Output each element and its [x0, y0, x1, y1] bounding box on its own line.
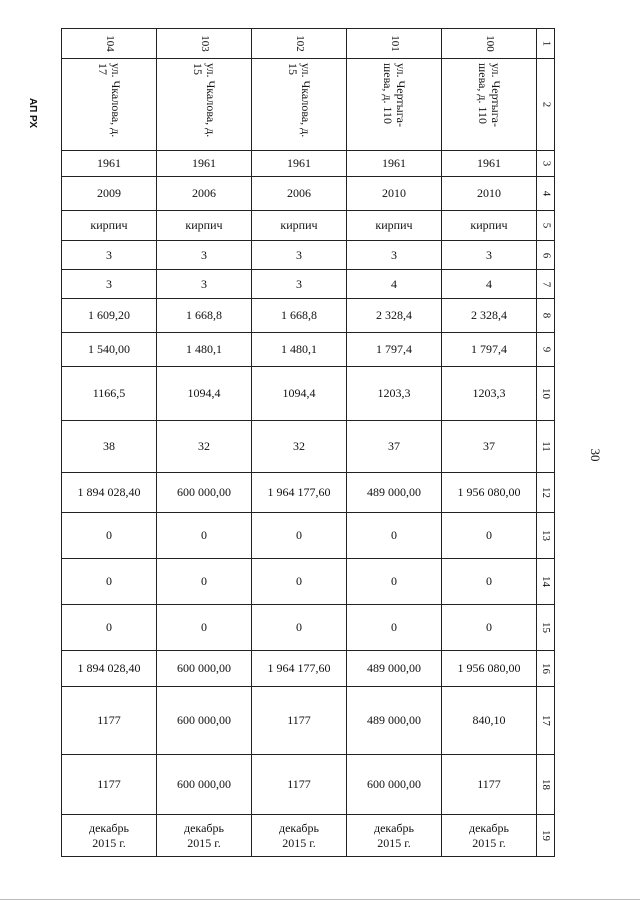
value-text: 0	[106, 574, 112, 588]
value-cell	[252, 513, 347, 559]
value-text: 1 480,1	[281, 342, 317, 356]
value-cell	[442, 211, 537, 241]
table-row	[62, 211, 555, 241]
table-row	[62, 59, 555, 151]
value-text: 489 000,00	[367, 713, 421, 727]
address-cell	[442, 59, 537, 151]
value-cell	[252, 211, 347, 241]
page-bottom-edge	[0, 899, 640, 900]
object-id-cell	[252, 29, 347, 59]
value-text: 0	[106, 620, 112, 634]
value-text: кирпич	[375, 218, 413, 232]
value-text: 0	[391, 574, 397, 588]
table-row	[62, 605, 555, 651]
value-text: 1 894 028,40	[77, 485, 141, 499]
value-text: 0	[391, 620, 397, 634]
value-cell	[442, 241, 537, 270]
value-cell	[157, 473, 252, 513]
value-cell	[62, 513, 157, 559]
table-row	[62, 559, 555, 605]
object-id-cell	[62, 29, 157, 59]
row-number-cell	[537, 367, 555, 421]
row-number-cell	[537, 755, 555, 815]
value-cell	[157, 333, 252, 367]
row-number: 7	[540, 281, 552, 287]
object-id-cell	[442, 29, 537, 59]
value-text: 0	[201, 528, 207, 542]
value-text: 1 797,4	[376, 342, 412, 356]
row-number: 3	[540, 160, 552, 167]
value-text: кирпич	[470, 218, 508, 232]
value-text: 3	[201, 276, 207, 291]
value-cell	[157, 241, 252, 270]
value-cell	[442, 421, 537, 473]
value-text: 1 540,00	[88, 342, 130, 356]
value-text: 1166,5	[92, 386, 126, 400]
row-number-cell	[537, 299, 555, 333]
value-cell	[62, 333, 157, 367]
value-cell	[442, 151, 537, 177]
value-cell	[157, 559, 252, 605]
row-number: 6	[540, 252, 552, 258]
value-text: 600 000,00	[177, 777, 231, 791]
value-cell	[347, 211, 442, 241]
value-text: 0	[106, 528, 112, 542]
value-text: 32	[198, 439, 210, 453]
value-text: декабрь 2015 г.	[469, 820, 509, 850]
value-cell	[347, 177, 442, 211]
row-number: 14	[540, 576, 552, 587]
value-text: 1 956 080,00	[457, 485, 521, 499]
row-number-cell	[537, 651, 555, 687]
table-row	[62, 299, 555, 333]
address-cell	[347, 59, 442, 151]
value-text: 0	[201, 574, 207, 588]
value-text: 600 000,00	[177, 485, 231, 499]
row-number-cell	[537, 241, 555, 270]
value-cell	[157, 687, 252, 755]
address-text: ул. Чкалова, д. 15	[191, 63, 218, 138]
value-cell	[62, 177, 157, 211]
value-cell	[62, 299, 157, 333]
value-text: 0	[296, 620, 302, 634]
value-text: 0	[486, 620, 492, 634]
object-id: 103	[198, 35, 211, 52]
row-number: 16	[540, 663, 552, 674]
row-number: 18	[540, 779, 552, 790]
value-text: декабрь 2015 г.	[184, 820, 224, 850]
value-cell	[252, 559, 347, 605]
value-text: 3	[296, 247, 302, 262]
value-cell	[442, 755, 537, 815]
row-number: 17	[540, 715, 552, 726]
row-number-cell	[537, 513, 555, 559]
row-number: 1	[540, 40, 552, 47]
value-text: 489 000,00	[367, 661, 421, 675]
value-text: 1177	[97, 777, 121, 791]
value-text: 1 956 080,00	[457, 661, 521, 675]
object-id: 100	[483, 35, 496, 52]
table-row	[62, 151, 555, 177]
table-row	[62, 367, 555, 421]
row-number: 5	[540, 222, 552, 229]
value-cell	[62, 367, 157, 421]
value-text: 489 000,00	[367, 485, 421, 499]
table-row	[62, 755, 555, 815]
table-row	[62, 270, 555, 299]
value-cell	[442, 299, 537, 333]
row-number: 12	[540, 487, 552, 498]
value-cell	[157, 651, 252, 687]
value-cell	[347, 270, 442, 299]
value-text: 1177	[97, 713, 121, 727]
value-cell	[62, 651, 157, 687]
value-cell	[347, 241, 442, 270]
table-row	[62, 815, 555, 857]
address-text: ул. Чертыга-шева, д. 110	[476, 63, 503, 127]
value-cell	[157, 270, 252, 299]
value-cell	[347, 299, 442, 333]
value-text: 600 000,00	[367, 777, 421, 791]
object-id-cell	[347, 29, 442, 59]
value-text: 2006	[192, 186, 216, 200]
value-text: 1203,3	[472, 386, 506, 400]
value-text: 4	[486, 276, 492, 291]
value-cell	[62, 270, 157, 299]
row-number-cell	[537, 815, 555, 857]
value-cell	[62, 211, 157, 241]
row-number-cell	[537, 211, 555, 241]
value-cell	[157, 815, 252, 857]
value-text: 3	[106, 247, 112, 262]
row-number-cell	[537, 559, 555, 605]
row-number: 19	[540, 830, 552, 841]
value-text: 32	[293, 439, 305, 453]
table-row	[62, 687, 555, 755]
row-number-cell	[537, 59, 555, 151]
row-number-cell	[537, 270, 555, 299]
address-text: ул. Чкалова, д. 15	[286, 63, 313, 138]
row-number: 10	[540, 388, 552, 399]
row-number-cell	[537, 421, 555, 473]
value-text: 2 328,4	[376, 308, 412, 322]
value-cell	[252, 367, 347, 421]
value-cell	[252, 299, 347, 333]
value-cell	[347, 651, 442, 687]
value-cell	[442, 815, 537, 857]
register-table	[61, 28, 555, 857]
value-text: 2009	[97, 186, 121, 200]
table-row	[62, 241, 555, 270]
row-number-cell	[537, 687, 555, 755]
value-text: 0	[201, 620, 207, 634]
row-number-cell	[537, 151, 555, 177]
object-id: 104	[103, 35, 116, 52]
row-number-cell	[537, 605, 555, 651]
value-cell	[347, 605, 442, 651]
value-cell	[252, 651, 347, 687]
value-text: кирпич	[280, 218, 318, 232]
value-text: 0	[391, 528, 397, 542]
address-text: ул. Чертыга-шева, д. 110	[381, 63, 408, 127]
value-text: 4	[391, 276, 397, 291]
value-cell	[62, 473, 157, 513]
address-text: ул. Чкалова, д. 17	[96, 63, 123, 138]
row-number: 8	[540, 312, 552, 319]
value-text: 3	[486, 247, 492, 262]
value-cell	[252, 151, 347, 177]
value-cell	[347, 559, 442, 605]
table-row	[62, 177, 555, 211]
page-number: 30	[588, 448, 603, 462]
value-text: 600 000,00	[177, 713, 231, 727]
value-text: 1961	[382, 156, 406, 170]
value-text: 1177	[287, 713, 311, 727]
value-cell	[347, 151, 442, 177]
value-text: 1094,4	[187, 386, 221, 400]
table-row	[62, 473, 555, 513]
value-text: 1 668,8	[186, 308, 222, 322]
row-number: 13	[540, 530, 552, 541]
row-number-cell	[537, 177, 555, 211]
value-text: 600 000,00	[177, 661, 231, 675]
value-text: 3	[106, 276, 112, 291]
value-text: 1961	[97, 156, 121, 170]
object-id: 101	[388, 35, 401, 52]
value-cell	[442, 270, 537, 299]
row-number-cell	[537, 473, 555, 513]
value-cell	[347, 421, 442, 473]
value-text: 3	[296, 276, 302, 291]
value-text: 1 894 028,40	[77, 661, 141, 675]
value-text: 1 668,8	[281, 308, 317, 322]
value-cell	[442, 367, 537, 421]
value-cell	[252, 815, 347, 857]
value-text: 1 480,1	[186, 342, 222, 356]
table-row	[62, 333, 555, 367]
value-cell	[252, 177, 347, 211]
table-row	[62, 513, 555, 559]
value-text: 3	[201, 247, 207, 262]
value-text: 37	[388, 439, 400, 453]
address-cell	[62, 59, 157, 151]
value-text: 1 797,4	[471, 342, 507, 356]
value-text: декабрь 2015 г.	[89, 820, 129, 850]
value-cell	[62, 605, 157, 651]
value-cell	[157, 211, 252, 241]
row-number: 2	[540, 101, 552, 108]
value-text: декабрь 2015 г.	[279, 820, 319, 850]
value-cell	[157, 513, 252, 559]
value-cell	[252, 605, 347, 651]
value-cell	[157, 605, 252, 651]
value-cell	[62, 241, 157, 270]
table-row	[62, 29, 555, 59]
value-text: 3	[391, 247, 397, 262]
value-cell	[442, 605, 537, 651]
value-cell	[347, 473, 442, 513]
table-row	[62, 651, 555, 687]
value-cell	[442, 687, 537, 755]
value-cell	[252, 333, 347, 367]
value-text: 1094,4	[282, 386, 316, 400]
value-cell	[347, 687, 442, 755]
value-text: 1 964 177,60	[267, 661, 331, 675]
value-text: 38	[103, 439, 115, 453]
value-cell	[442, 177, 537, 211]
row-number: 11	[540, 441, 552, 452]
value-cell	[252, 270, 347, 299]
value-cell	[442, 333, 537, 367]
value-cell	[347, 333, 442, 367]
value-cell	[62, 421, 157, 473]
archive-stamp: АП РХ	[27, 98, 38, 129]
row-number: 9	[540, 346, 552, 353]
value-cell	[442, 513, 537, 559]
value-text: 1177	[287, 777, 311, 791]
value-cell	[252, 421, 347, 473]
value-cell	[347, 755, 442, 815]
value-text: 2 328,4	[471, 308, 507, 322]
value-cell	[157, 421, 252, 473]
value-text: 37	[483, 439, 495, 453]
value-cell	[62, 151, 157, 177]
address-cell	[157, 59, 252, 151]
value-text: 840,10	[472, 713, 506, 727]
value-text: 0	[296, 574, 302, 588]
value-text: 0	[486, 528, 492, 542]
value-text: 1177	[477, 777, 501, 791]
value-cell	[157, 151, 252, 177]
value-cell	[62, 559, 157, 605]
value-cell	[347, 513, 442, 559]
row-number-cell	[537, 333, 555, 367]
value-text: 2010	[477, 186, 501, 200]
row-number-cell	[537, 29, 555, 59]
value-text: 1203,3	[377, 386, 411, 400]
value-text: 1 609,20	[88, 308, 130, 322]
value-cell	[347, 367, 442, 421]
value-text: 0	[486, 574, 492, 588]
address-cell	[252, 59, 347, 151]
value-text: кирпич	[185, 218, 223, 232]
object-id: 102	[293, 35, 306, 52]
object-id-cell	[157, 29, 252, 59]
value-cell	[62, 687, 157, 755]
value-text: 1 964 177,60	[267, 485, 331, 499]
row-number: 15	[540, 622, 552, 633]
value-cell	[157, 177, 252, 211]
value-cell	[252, 473, 347, 513]
table-row	[62, 421, 555, 473]
value-text: 0	[296, 528, 302, 542]
value-cell	[252, 687, 347, 755]
value-cell	[347, 815, 442, 857]
value-cell	[442, 651, 537, 687]
value-cell	[62, 755, 157, 815]
value-cell	[442, 559, 537, 605]
value-cell	[157, 755, 252, 815]
value-text: 2006	[287, 186, 311, 200]
value-text: кирпич	[90, 218, 128, 232]
value-text: 1961	[477, 156, 501, 170]
value-cell	[442, 473, 537, 513]
value-cell	[252, 755, 347, 815]
value-text: 1961	[192, 156, 216, 170]
value-cell	[157, 367, 252, 421]
row-number: 4	[540, 190, 552, 197]
value-text: 1961	[287, 156, 311, 170]
value-cell	[157, 299, 252, 333]
value-text: декабрь 2015 г.	[374, 820, 414, 850]
value-cell	[62, 815, 157, 857]
value-text: 2010	[382, 186, 406, 200]
value-cell	[252, 241, 347, 270]
